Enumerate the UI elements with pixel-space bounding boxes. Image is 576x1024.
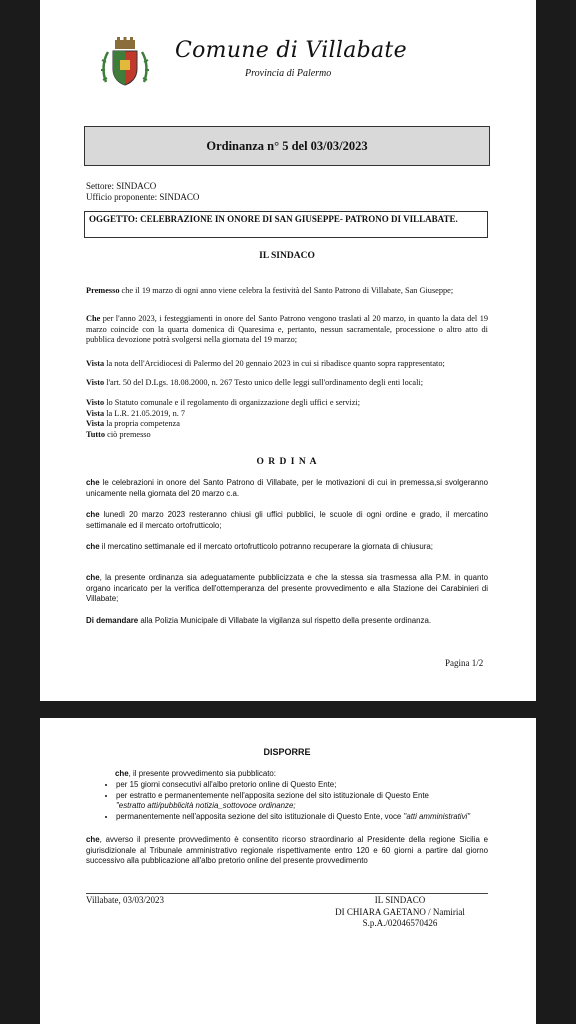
ordina-text: , la presente ordinanza sia adeguatamente pubblicizzata e che la stessa sia trasmessa alla P.M. in quanto organo incaricato per la verifica dell'ottemperanza del presente provvedimento e alla Stazione dei Carabinieri di Villabate; [86,573,488,603]
ordina-lead: che [86,478,100,487]
separator-line [86,893,488,894]
premise-paragraph [86,378,488,389]
visti-text: la L.R. 21.05.2019, n. 7 [104,408,186,418]
disporre-bullet-text: permanentemente nell'apposita sezione del sito istituzionale di Questo Ente, voce [116,811,402,821]
ordina-text: il mercatino settimanale ed il mercato ortofrutticolo potranno recuperare la giornata di chiusura; [99,542,433,551]
disporre-intro-text: , il presente provvedimento sia pubblicato: [128,769,276,778]
premise-lead: Che [86,314,101,323]
disporre-ricorso [86,835,488,867]
municipal-crest-icon [100,36,150,94]
ordina-lead: che [86,542,100,551]
disporre-bullet [116,812,488,823]
subject-box [84,211,488,238]
premise-text: per l'anno 2023, i festeggiamenti in onore del Santo Patrono vengono traslati al 20 marzo, in quanto la data del 19 marzo coincide con la quarta domenica di Quaresima e, pertanto, nessun sacramentale, processione o altro atto di pubblica devozione potrà svolgersi nella giornata del 19 marzo; [86,314,488,344]
disporre-bullet [116,791,488,812]
disporre-bullet [116,780,488,791]
municipality-title: Comune di Villabate [175,38,407,63]
premise-text: l'art. 50 del D.Lgs. 18.08.2000, n. 267 Testo unico delle leggi sull'ordinamento degli enti locali; [104,378,424,387]
ordina-heading: O R D I N A [256,457,318,467]
premise-paragraph [86,359,488,370]
disporre-bullet-text: per 15 giorni consecutivi all'albo pretorio online di Questo Ente; [116,780,337,789]
visti-line [86,409,488,420]
visti-text: la propria competenza [104,419,180,428]
ordinance-title-box [84,126,490,166]
premise-text: la nota dell'Arcidiocesi di Palermo del 20 gennaio 2023 in cui si ribadisce quanto sopra rappresentato; [104,359,445,368]
sector-line: Settore: SINDACO [86,181,157,191]
visti-text: ciò premesso [105,429,151,439]
document-page-2 [40,718,536,1024]
province-subtitle: Provincia di Palermo [245,68,332,79]
ordina-item [86,478,488,499]
disporre-bullet-italic: "estratto atti/pubblicità notizia_sottovoce ordinanze; [116,801,296,810]
visti-lead: Vista [86,419,105,428]
visti-lead: Vista [86,408,105,418]
signature-role: IL SINDACO [374,895,426,905]
visti-text: lo Statuto comunale e il regolamento di organizzazione degli uffici e servizi; [104,398,361,407]
premise-lead: Vista [86,359,105,368]
ordina-item [86,542,488,553]
ordina-text: lunedì 20 marzo 2023 resteranno chiusi gli uffici pubblici, le scuole di ogni ordine e grado, il mercatino settimanale ed il mercato ortofrutticolo; [86,510,488,530]
ricorso-lead: che [86,835,100,844]
visti-lead: Tutto [86,429,106,439]
disporre-intro [115,769,488,780]
document-page-1 [40,0,536,701]
visti-line [86,398,488,409]
visti-block [86,398,488,440]
premise-lead: Visto [86,378,105,387]
subject-text: OGGETTO: CELEBRAZIONE IN ONORE DI SAN GIUSEPPE- PATRONO DI VILLABATE. [89,214,458,224]
ordinance-title: Ordinanza n° 5 del 03/03/2023 [206,138,368,153]
ordina-lead: Di demandare [86,616,139,625]
place-date: Villabate, 03/03/2023 [86,895,164,905]
disporre-bullet-text: per estratto e permanentemente nell'apposita sezione del sito istituzionale di Questo Ente [116,790,429,800]
ordina-text: alla Polizia Municipale di Villabate la vigilanza sul rispetto della presente ordinanza. [138,616,432,625]
visti-line [86,430,488,441]
mayor-heading: IL SINDACO [259,251,315,261]
ordina-item [86,573,488,605]
premise-lead: Premesso [86,286,120,295]
ordina-lead: che [86,573,100,582]
disporre-bullets [100,780,488,822]
visti-line [86,419,488,430]
signature-name: DI CHIARA GAETANO / Namirial [335,906,465,917]
visti-lead: Visto [86,398,105,407]
office-line: Ufficio proponente: SINDACO [86,192,200,202]
ordina-text: le celebrazioni in onore del Santo Patrono di Villabate, per le motivazioni di cui in premessa,si svolgeranno unicamente nella giornata del 20 marzo c.a. [86,478,488,498]
premise-paragraph [86,314,488,346]
disporre-bullet-italic: "atti amministrativi" [403,811,471,821]
ordina-lead: che [86,510,100,519]
premise-text: che il 19 marzo di ogni anno viene celebra la festività del Santo Patrono di Villabate, San Giuseppe; [119,286,454,295]
signature-block [310,895,490,930]
signature-company: S.p.A./02046570426 [362,918,438,928]
premise-paragraph [86,286,488,297]
disporre-heading: DISPORRE [263,747,311,757]
page-number: Pagina 1/2 [445,658,484,668]
ordina-item [86,510,488,531]
ordina-item [86,616,488,627]
disporre-lead: che [115,769,129,778]
ricorso-text: , avverso il presente provvedimento è consentito ricorso straordinario al Presidente della regione Sicilia e giurisdizionale al Tribunale amministrativo regionale rispettivamente entro 120 e 60 giorni a partire dal giorno successivo alla pubblicazione all'albo pretorio online del presente provvedimento [86,835,488,865]
